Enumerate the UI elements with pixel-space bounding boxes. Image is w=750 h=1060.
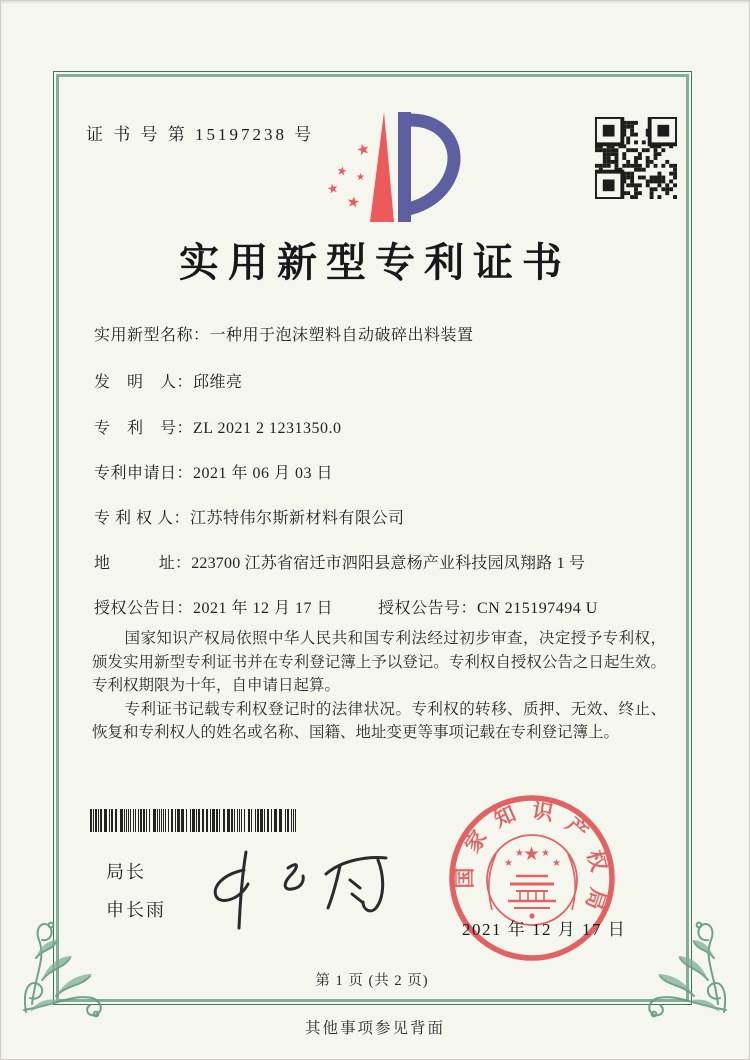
svg-text:★: ★ — [541, 848, 550, 859]
field-value: ZL 2021 2 1231350.0 — [193, 420, 342, 437]
field-value: 邱维亮 — [193, 374, 243, 391]
back-note: 其他事项参见背面 — [304, 1020, 445, 1037]
field-address — [94, 550, 669, 573]
corner-flourish-icon — [12, 888, 140, 1024]
signer-title: 局长 — [106, 862, 146, 882]
qr-code — [595, 117, 677, 199]
seal-date: 2021 年 12 月 17 日 — [462, 920, 627, 939]
official-seal-icon — [442, 788, 622, 968]
legal-paragraph-1: 国家知识产权局依照中华人民共和国专利法经过初步审查，决定授予专利权，颁发实用新型专利证书并在专利登记簿上予以登记。专利权自授权公告之日起生效。专利权期限为十年，自申请日起算。 — [92, 630, 666, 694]
field-label: 地 址： — [94, 555, 192, 572]
page-number: 第 1 页 (共 2 页) — [315, 973, 429, 989]
field-label: 专 利 权 人： — [94, 510, 191, 527]
field-value: CN 215197494 U — [477, 600, 598, 617]
legal-text — [92, 627, 666, 745]
cnipa-logo-icon — [318, 108, 468, 228]
svg-text:★: ★ — [504, 858, 513, 869]
field-grant-row — [94, 595, 669, 618]
seal-ring-text: 国家知识产权局 — [453, 799, 611, 913]
certificate-title: 实用新型专利证书 — [179, 240, 571, 285]
field-label: 授权公告号： — [378, 600, 478, 617]
barcode — [90, 809, 296, 832]
svg-text:★: ★ — [523, 843, 541, 865]
field-patent-number — [94, 415, 669, 438]
signer-name: 申长雨 — [106, 900, 166, 920]
field-value: 223700 江苏省宿迁市泗阳县意杨产业科技园凤翔路 1 号 — [191, 555, 586, 572]
field-grant-number — [378, 595, 598, 618]
field-inventor — [94, 369, 669, 392]
field-value: 一种用于泡沫塑料自动破碎出料装置 — [209, 327, 474, 344]
svg-text:★: ★ — [356, 172, 365, 183]
field-value: 2021 年 12 月 17 日 — [193, 600, 334, 617]
svg-text:★: ★ — [345, 192, 362, 212]
field-label: 专利申请日： — [94, 465, 194, 482]
svg-text:★: ★ — [335, 163, 349, 179]
svg-text:★: ★ — [552, 858, 561, 869]
svg-text:★: ★ — [515, 848, 524, 859]
certificate-number: 证 书 号 第 15197238 号 — [86, 125, 315, 144]
field-value: 2021 年 06 月 03 日 — [193, 465, 334, 482]
legal-paragraph-2: 专利证书记载专利权登记时的法律状况。专利权的转移、质押、无效、终止、恢复和专利权人的姓名或名称、国籍、地址变更等事项记载在专利登记簿上。 — [92, 700, 666, 741]
svg-text:★: ★ — [325, 180, 341, 198]
field-patentee — [94, 505, 669, 528]
field-label: 专 利 号： — [94, 420, 194, 437]
director-signature — [182, 836, 402, 936]
field-label: 发 明 人： — [94, 374, 194, 391]
field-grant-date — [94, 600, 333, 617]
corner-flourish-icon — [610, 888, 738, 1024]
field-utility-model-name — [94, 322, 669, 345]
svg-text:★: ★ — [354, 138, 373, 160]
field-filing-date — [94, 460, 669, 483]
field-label: 授权公告日： — [94, 600, 194, 617]
field-value: 江苏特伟尔斯新材料有限公司 — [190, 510, 405, 527]
field-label: 实用新型名称： — [94, 327, 210, 344]
